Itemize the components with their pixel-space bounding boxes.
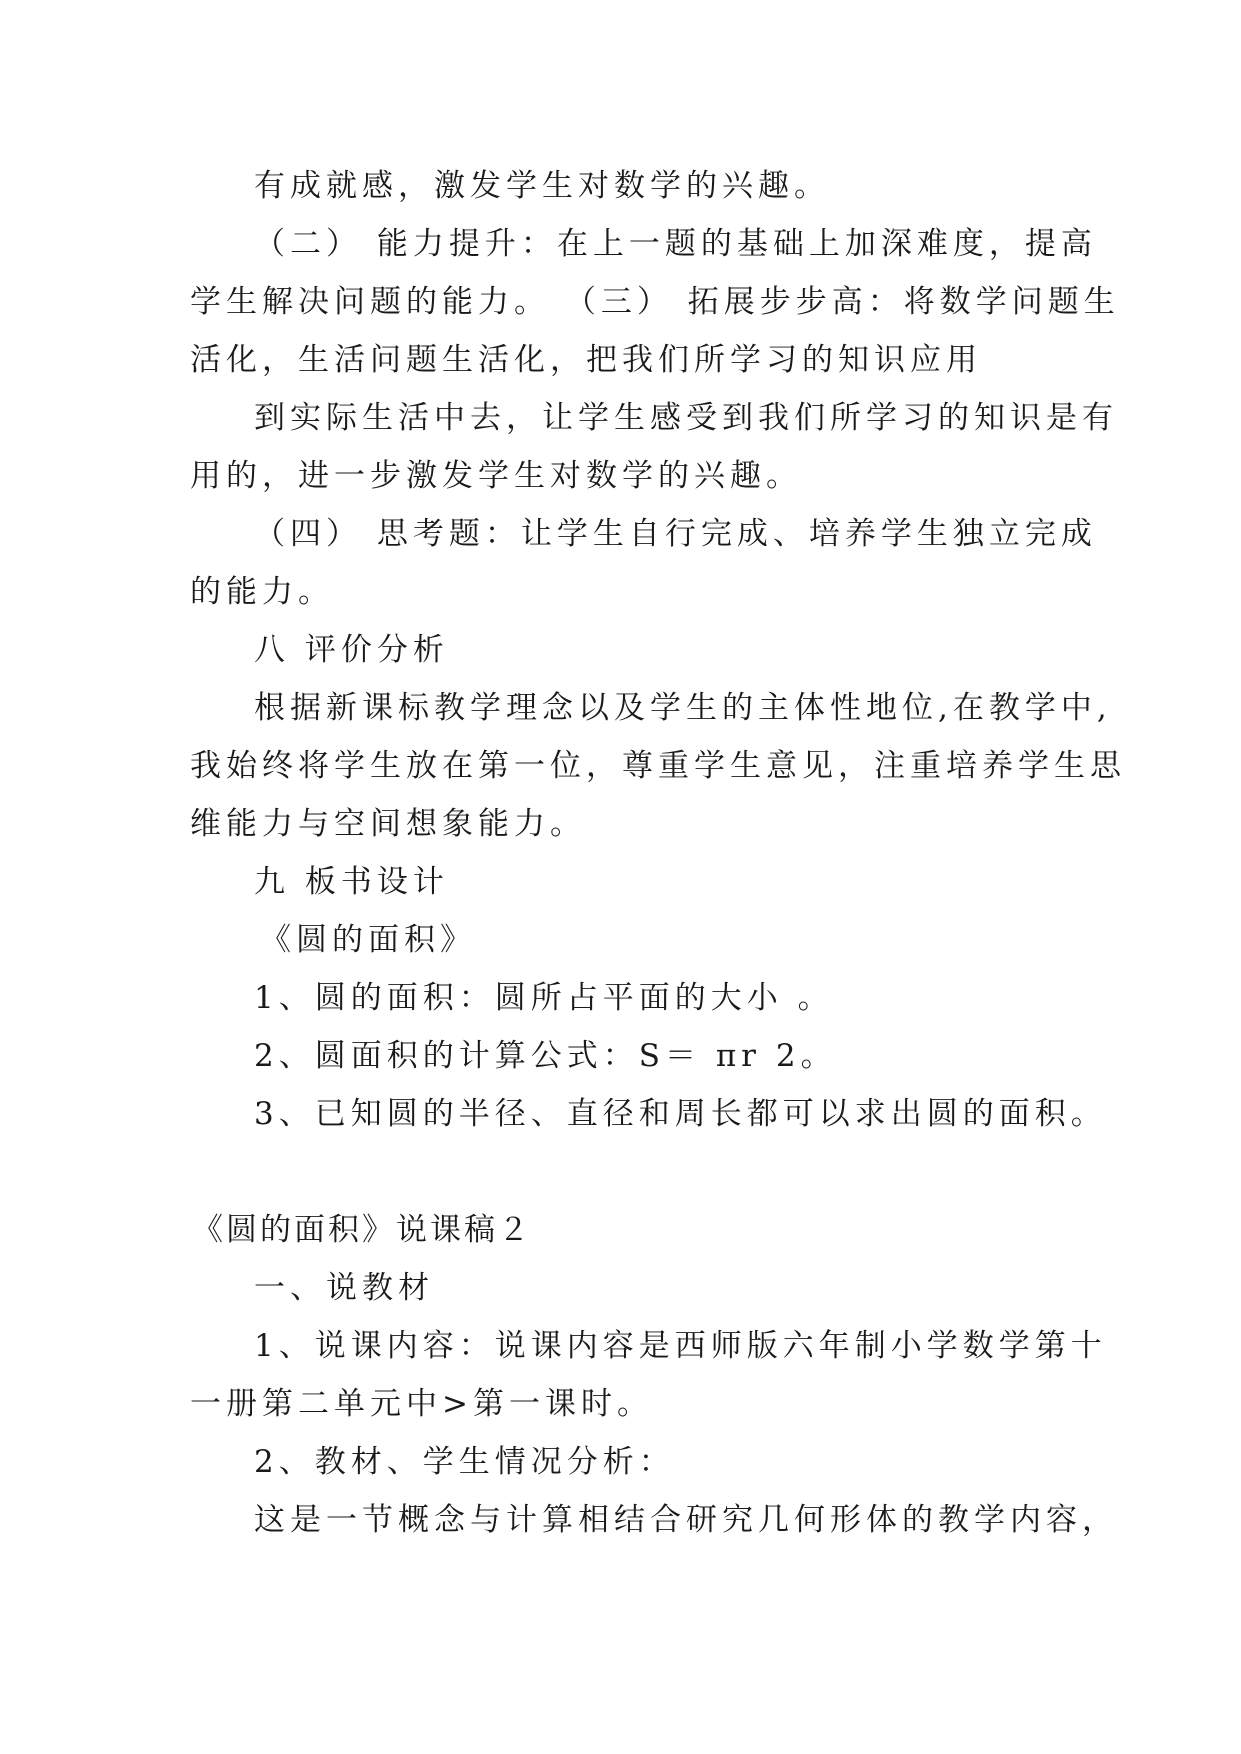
paragraph-line: 到实际生活中去，让学生感受到我们所学习的知识是有 — [254, 400, 1118, 436]
board-title: 《圆的面积》 — [260, 922, 476, 958]
paragraph-line: 有成就感，激发学生对数学的兴趣。 — [254, 168, 830, 204]
board-item: 3、已知圆的半径、直径和周长都可以求出圆的面积。 — [254, 1096, 1107, 1132]
section-heading: 九 板书设计 — [254, 864, 449, 900]
paragraph-line: 用的，进一步激发学生对数学的兴趣。 — [190, 458, 802, 494]
board-item: 2、圆面积的计算公式：S＝ πr 2。 — [254, 1038, 837, 1074]
section-heading: 一、说教材 — [254, 1270, 434, 1306]
document-title: 《圆的面积》说课稿２ — [192, 1212, 532, 1248]
paragraph-line: 学生解决问题的能力。 （三） 拓展步步高：将数学问题生 — [190, 284, 1120, 320]
paragraph-line: 维能力与空间想象能力。 — [190, 806, 586, 842]
paragraph-line: 活化，生活问题生活化，把我们所学习的知识应用 — [190, 342, 982, 378]
board-item: 1、圆的面积：圆所占平面的大小 。 — [254, 980, 834, 1016]
paragraph-line: 根据新课标教学理念以及学生的主体性地位,在教学中, — [254, 690, 1112, 726]
paragraph-line: 我始终将学生放在第一位，尊重学生意见，注重培养学生思 — [190, 748, 1126, 784]
section-heading: 八 评价分析 — [254, 632, 449, 668]
paragraph-line: 2、教材、学生情况分析： — [254, 1444, 675, 1480]
paragraph-line: （二） 能力提升：在上一题的基础上加深难度，提高 — [254, 226, 1097, 262]
paragraph-line: 的能力。 — [190, 574, 334, 610]
paragraph-line: 这是一节概念与计算相结合研究几何形体的教学内容， — [254, 1502, 1118, 1538]
paragraph-line: （四） 思考题：让学生自行完成、培养学生独立完成 — [254, 516, 1097, 552]
paragraph-line: 1、说课内容：说课内容是西师版六年制小学数学第十 — [254, 1328, 1107, 1364]
paragraph-line: 一册第二单元中>第一课时。 — [190, 1386, 653, 1422]
